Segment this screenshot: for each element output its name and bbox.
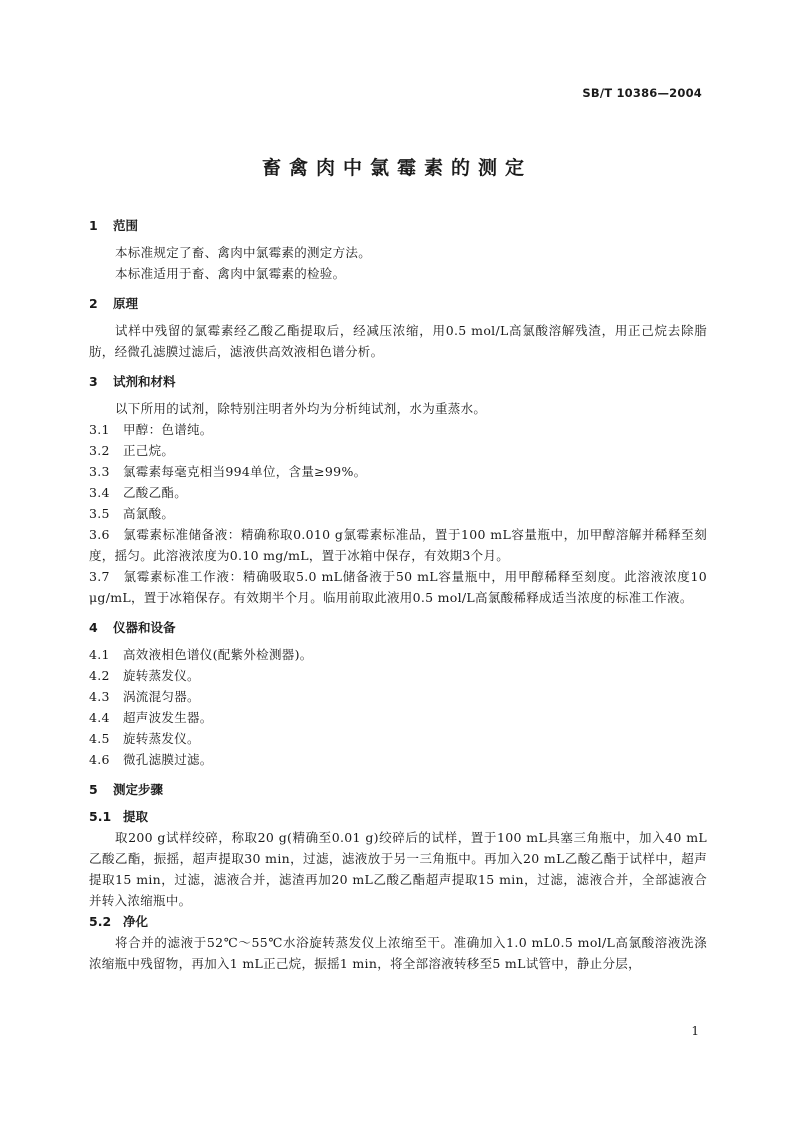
- list-item: [89, 749, 707, 770]
- item-text: 氯霉素标准储备液：精确称取0.010 g氯霉素标准品，置于100 mL容量瓶中，加甲醇溶解并稀释至刻度，摇匀。此溶液浓度为0.10 mg/mL，置于冰箱中保存，有效期3个月。: [89, 527, 707, 563]
- paragraph: 取200 g试样绞碎，称取20 g(精确至0.01 g)绞碎后的试样，置于100 mL具塞三角瓶中，加入40 mL乙酸乙酯，振摇，超声提取30 min，过滤，滤液放于另一三角瓶中。再加入20 mL乙酸乙酯于试样中，超声提取15 min，过滤，滤液合并，滤渣再加20 mL乙酸乙酯超声提取15 min，过滤，滤液合并，全部滤液合并转入浓缩瓶中。: [89, 830, 707, 908]
- section-number: 3: [89, 374, 98, 389]
- paragraph: 本标准适用于畜、禽肉中氯霉素的检验。: [115, 266, 346, 281]
- document-body: [89, 216, 707, 974]
- item-text: 旋转蒸发仪。: [123, 731, 200, 746]
- item-text: 乙酸乙酯。: [123, 485, 188, 500]
- item-number: 3.4: [89, 485, 110, 500]
- document-title: 畜禽肉中氯霉素的测定: [261, 157, 532, 179]
- list-item: [89, 419, 707, 440]
- item-text: 微孔滤膜过滤。: [123, 752, 213, 767]
- item-text: 氯霉素每毫克相当994单位，含量≥99%。: [123, 464, 367, 479]
- item-text: 涡流混匀器。: [123, 689, 200, 704]
- item-number: 4.3: [89, 689, 110, 704]
- list-item: [89, 482, 707, 503]
- item-number: 3.1: [89, 422, 110, 437]
- list-item: [89, 440, 707, 461]
- subsection-heading-cleanup: [89, 911, 707, 932]
- list-item: [89, 461, 707, 482]
- item-text: 超声波发生器。: [123, 710, 213, 725]
- item-text: 高氯酸。: [123, 506, 175, 521]
- item-number: 4.2: [89, 668, 110, 683]
- section-number: 1: [89, 218, 98, 233]
- paragraph: 以下所用的试剂，除特别注明者外均为分析纯试剂，水为重蒸水。: [115, 401, 487, 416]
- section-heading-principle: [89, 294, 707, 314]
- section-number: 5: [89, 782, 98, 797]
- list-item: [89, 707, 707, 728]
- section-heading-procedure: [89, 780, 707, 800]
- section-heading-reagents: [89, 372, 707, 392]
- item-number: 3.3: [89, 464, 110, 479]
- subsection-number: 5.1: [89, 809, 112, 824]
- subsection-heading-extraction: [89, 806, 707, 827]
- item-number: 3.2: [89, 443, 110, 458]
- section-title: 原理: [113, 296, 139, 311]
- section-title: 仪器和设备: [113, 620, 176, 635]
- item-number: 4.1: [89, 647, 110, 662]
- item-number: 4.6: [89, 752, 110, 767]
- document-code: SB/T 10386—2004: [582, 86, 702, 100]
- paragraph: 试样中残留的氯霉素经乙酸乙酯提取后，经减压浓缩，用0.5 mol/L高氯酸溶解残渣，用正己烷去除脂肪，经微孔滤膜过滤后，滤液供高效液相色谱分析。: [89, 323, 707, 359]
- item-number: 4.5: [89, 731, 110, 746]
- item-text: 甲醇：色谱纯。: [123, 422, 213, 437]
- paragraph: 将合并的滤液于52℃～55℃水浴旋转蒸发仪上浓缩至干。准确加入1.0 mL0.5 mol/L高氯酸溶液洗涤浓缩瓶中残留物，再加入1 mL正己烷，振摇1 min，将全部溶液转移至5 mL试管中，静止分层，: [89, 935, 707, 971]
- item-number: 3.5: [89, 506, 110, 521]
- paragraph: 本标准规定了畜、禽肉中氯霉素的测定方法。: [115, 245, 372, 260]
- list-item: [89, 503, 707, 524]
- subsection-title: 净化: [123, 914, 149, 929]
- item-text: 正己烷。: [123, 443, 175, 458]
- list-item: [89, 566, 707, 608]
- section-heading-apparatus: [89, 618, 707, 638]
- subsection-number: 5.2: [89, 914, 112, 929]
- subsection-title: 提取: [123, 809, 149, 824]
- page-number: 1: [691, 1024, 699, 1038]
- list-item: [89, 665, 707, 686]
- item-text: 氯霉素标准工作液：精确吸取5.0 mL储备液于50 mL容量瓶中，用甲醇稀释至刻度。此溶液浓度10 μg/mL，置于冰箱保存。有效期半个月。临用前取此液用0.5 mol/L高氯酸稀释成适当浓度的标准工作液。: [89, 569, 707, 605]
- list-item: [89, 728, 707, 749]
- section-heading-scope: [89, 216, 707, 236]
- section-number: 4: [89, 620, 98, 635]
- item-text: 旋转蒸发仪。: [123, 668, 200, 683]
- item-number: 3.7: [89, 569, 110, 584]
- section-title: 试剂和材料: [113, 374, 176, 389]
- list-item: [89, 644, 707, 665]
- section-title: 测定步骤: [113, 782, 164, 797]
- list-item: [89, 686, 707, 707]
- section-title: 范围: [113, 218, 139, 233]
- item-number: 4.4: [89, 710, 110, 725]
- item-text: 高效液相色谱仪(配紫外检测器)。: [123, 647, 313, 662]
- section-number: 2: [89, 296, 98, 311]
- item-number: 3.6: [89, 527, 110, 542]
- list-item: [89, 524, 707, 566]
